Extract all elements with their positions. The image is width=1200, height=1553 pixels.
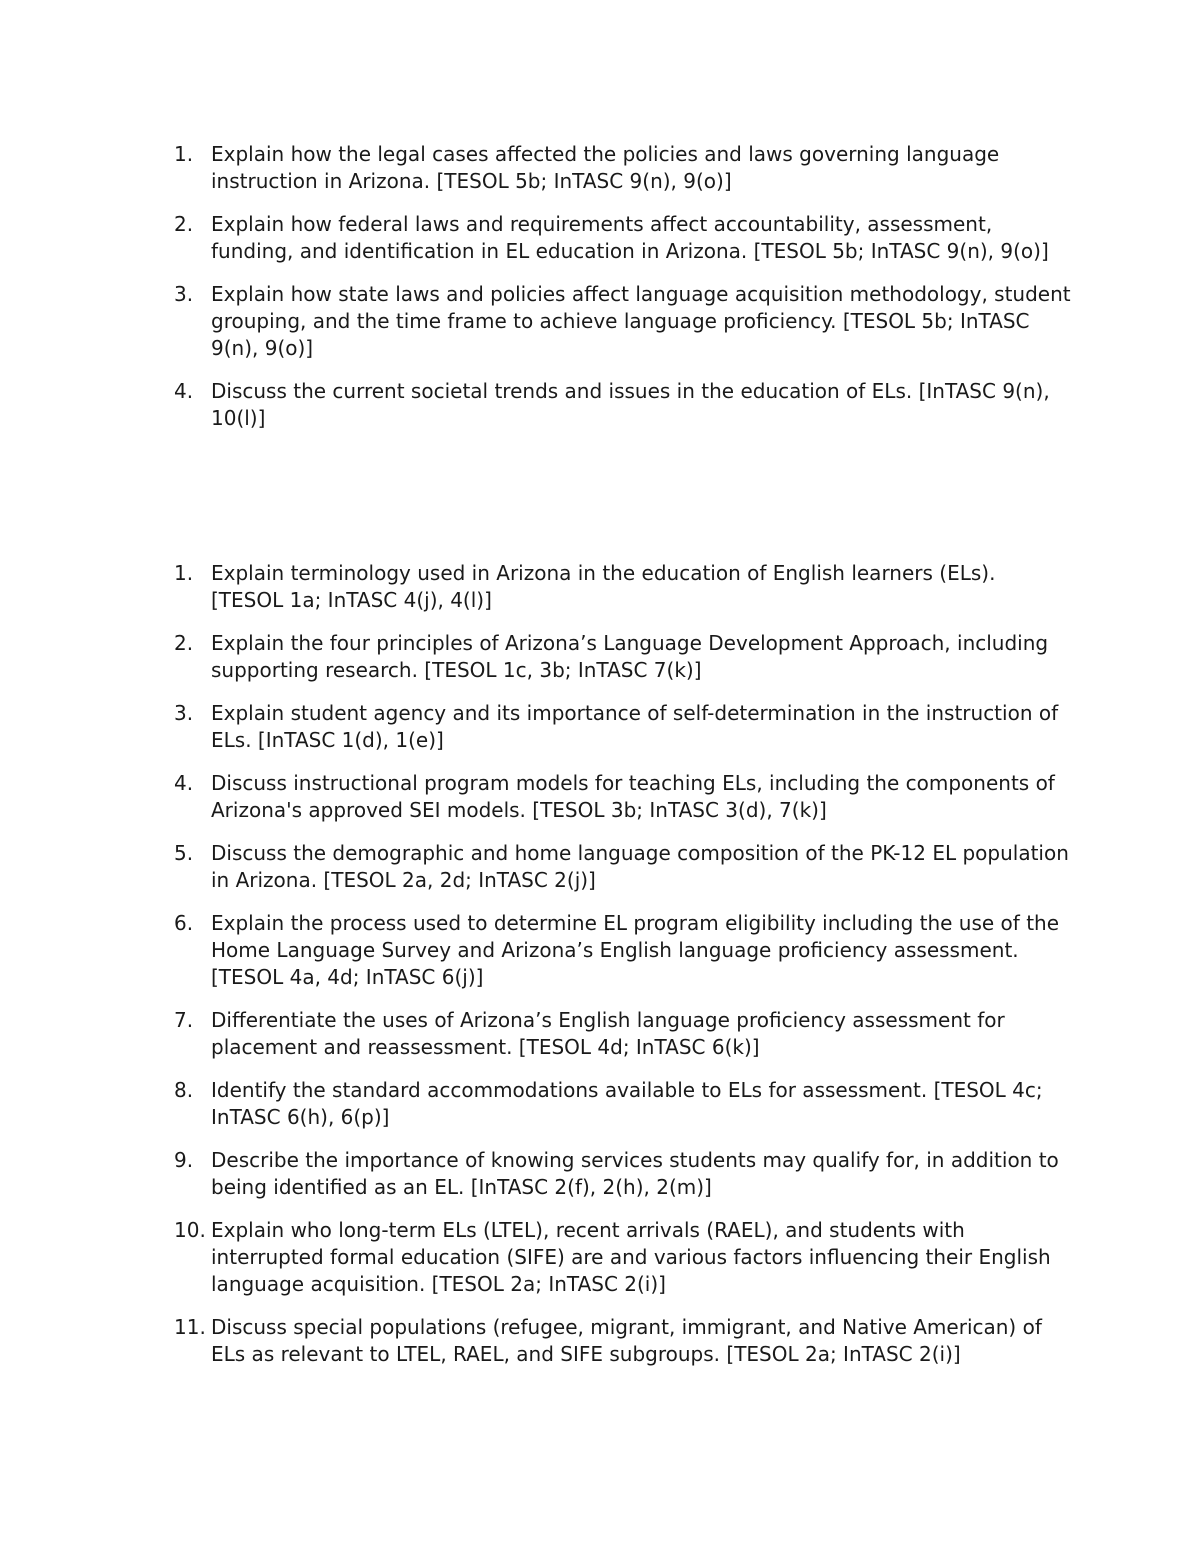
list-item: [174, 281, 1074, 362]
item-number: 4.: [174, 771, 194, 795]
item-number: 1.: [174, 561, 194, 585]
item-text: Discuss special populations (refugee, migrant, immigrant, and Native American) of ELs as relevant to LTEL, RAEL, and SIFE subgroups. [TESOL 2a; InTASC 2(i)]: [211, 1315, 1042, 1366]
list-item: [174, 1217, 1074, 1298]
item-text: Discuss the current societal trends and issues in the education of ELs. [InTASC 9(n), 10(l)]: [211, 379, 1050, 430]
list-item: [174, 1007, 1074, 1061]
item-text: Explain terminology used in Arizona in the education of English learners (ELs). [TESOL 1a; InTASC 4(j), 4(l)]: [211, 561, 996, 612]
item-text: Differentiate the uses of Arizona’s English language proficiency assessment for placement and reassessment. [TESOL 4d; InTASC 6(k)]: [211, 1008, 1005, 1059]
item-number: 3.: [174, 701, 194, 725]
item-number: 7.: [174, 1008, 194, 1032]
item-number: 4.: [174, 379, 194, 403]
list-item: [174, 141, 1074, 195]
list-item: [174, 1077, 1074, 1131]
list-item: [174, 1147, 1074, 1201]
item-number: 1.: [174, 142, 194, 166]
item-number: 3.: [174, 282, 194, 306]
item-text: Explain how federal laws and requirements affect accountability, assessment, funding, and identification in EL education in Arizona. [TESOL 5b; InTASC 9(n), 9(o)]: [211, 212, 1049, 263]
item-number: 11.: [174, 1315, 206, 1339]
item-text: Explain the process used to determine EL program eligibility including the use of the Home Language Survey and Arizona’s English language proficiency assessment. [TESOL 4a, 4d; InTASC 6(j)]: [211, 911, 1060, 989]
item-text: Identify the standard accommodations available to ELs for assessment. [TESOL 4c; InTASC 6(h), 6(p)]: [211, 1078, 1043, 1129]
item-number: 2.: [174, 631, 194, 655]
item-number: 8.: [174, 1078, 194, 1102]
item-text: Discuss the demographic and home language composition of the PK-12 EL population in Arizona. [TESOL 2a, 2d; InTASC 2(j)]: [211, 841, 1069, 892]
item-text: Explain student agency and its importance of self-determination in the instruction of ELs. [InTASC 1(d), 1(e)]: [211, 701, 1059, 752]
list-item: [174, 211, 1074, 265]
item-number: 2.: [174, 212, 194, 236]
item-number: 6.: [174, 911, 194, 935]
list-item: [174, 630, 1074, 684]
list-item: [174, 1314, 1074, 1368]
item-text: Explain how state laws and policies affect language acquisition methodology, student grouping, and the time frame to achieve language proficiency. [TESOL 5b; InTASC 9(n), 9(o)]: [211, 282, 1071, 360]
item-text: Explain who long-term ELs (LTEL), recent arrivals (RAEL), and students with interrupted formal education (SIFE) are and various factors influencing their English language acquisition. [TESOL 2a; InTASC 2(i)]: [211, 1218, 1051, 1296]
item-text: Discuss instructional program models for teaching ELs, including the components of Arizona's approved SEI models. [TESOL 3b; InTASC 3(d), 7(k)]: [211, 771, 1055, 822]
item-number: 10.: [174, 1218, 206, 1242]
list-item: [174, 910, 1074, 991]
item-number: 5.: [174, 841, 194, 865]
item-number: 9.: [174, 1148, 194, 1172]
list-item: [174, 378, 1074, 432]
objectives-list-a: [174, 141, 1074, 448]
objectives-list-b: [174, 560, 1074, 1384]
item-text: Describe the importance of knowing services students may qualify for, in addition to being identified as an EL. [InTASC 2(f), 2(h), 2(m)]: [211, 1148, 1059, 1199]
item-text: Explain the four principles of Arizona’s Language Development Approach, including supporting research. [TESOL 1c, 3b; InTASC 7(k)]: [211, 631, 1049, 682]
list-item: [174, 770, 1074, 824]
list-item: [174, 700, 1074, 754]
list-item: [174, 560, 1074, 614]
item-text: Explain how the legal cases affected the policies and laws governing language instruction in Arizona. [TESOL 5b; InTASC 9(n), 9(o)]: [211, 142, 1000, 193]
list-item: [174, 840, 1074, 894]
